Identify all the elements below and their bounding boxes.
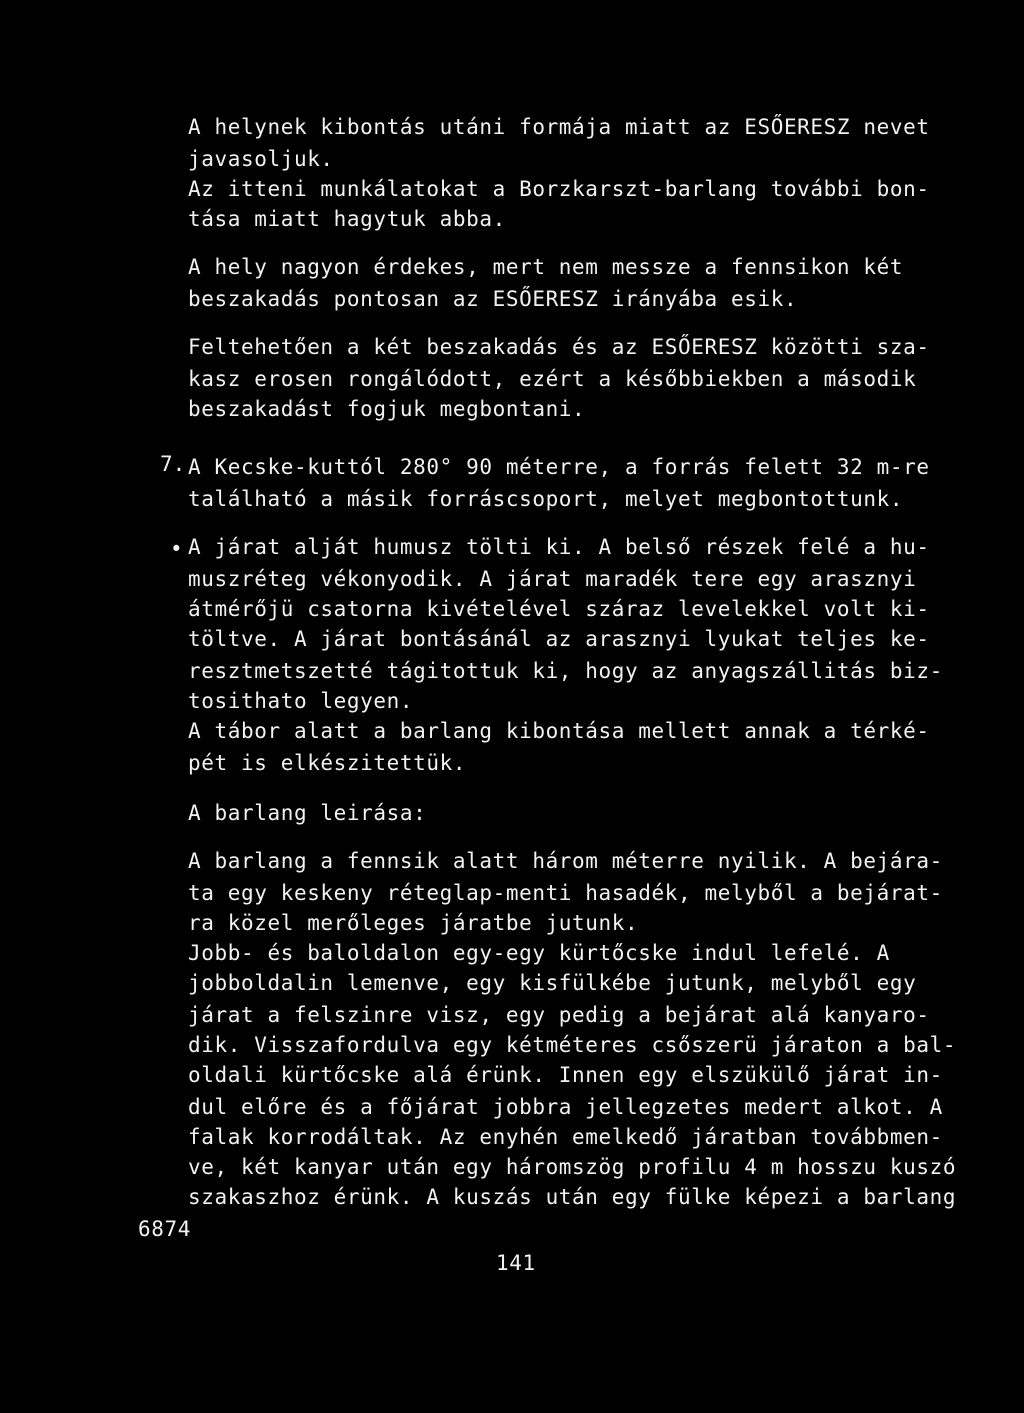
text-line: kasz erosen rongálódott, ezért a későbbiekben a második <box>188 367 917 391</box>
text-line: található a másik forráscsoport, melyet megbontottunk. <box>188 487 904 511</box>
text-line: A helynek kibontás utáni formája miatt az ESŐERESZ nevet <box>188 115 930 139</box>
text-line: szakaszhoz érünk. A kuszás után egy fülke képezi a barlang <box>188 1185 957 1209</box>
text-line: A tábor alatt a barlang kibontása mellett annak a térké- <box>188 719 930 743</box>
text-line: töltve. A járat bontásánál az arasznyi lyukat teljes ke- <box>188 627 930 651</box>
text-line: ta egy keskeny réteglap-menti hasadék, melyből a bejárat- <box>188 881 943 905</box>
text-line: jobboldalin lemenve, egy kisfülkébe jutunk, melyből egy <box>188 971 917 995</box>
text-line: járat a felszinre visz, egy pedig a bejárat alá kanyaro- <box>188 1003 930 1027</box>
text-line: muszréteg vékonyodik. A járat maradék tere egy arasznyi <box>188 567 917 591</box>
text-line: A Kecske-kuttól 280° 90 méterre, a forrás felett 32 m-re <box>188 455 930 479</box>
bullet-mark: • <box>170 537 183 561</box>
text-line: dik. Visszafordulva egy kétméteres csőszerü járaton a bal- <box>188 1033 957 1057</box>
text-line: beszakadás pontosan az ESŐERESZ irányába esik. <box>188 287 798 311</box>
text-line: resztmetszetté tágitottuk ki, hogy az anyagszállitás biz- <box>188 659 943 683</box>
text-line: javasoljuk. <box>188 147 334 171</box>
text-line: pét is elkészitettük. <box>188 751 467 775</box>
text-line: Jobb- és baloldalon egy-egy kürtőcske indul lefelé. A <box>188 941 890 965</box>
text-line: Az itteni munkálatokat a Borzkarszt-barlang további bon- <box>188 177 930 201</box>
text-line: tosithato legyen. <box>188 689 414 713</box>
item-number: 7. <box>160 452 186 476</box>
text-line: Feltehetően a két beszakadás és az ESŐERESZ közötti sza- <box>188 335 930 359</box>
text-line: átmérőjü csatorna kivételével száraz levelekkel volt ki- <box>188 597 930 621</box>
text-line: A hely nagyon érdekes, mert nem messze a fennsikon két <box>188 255 904 279</box>
text-line: falak korrodáltak. Az enyhén emelkedő járatban továbbmen- <box>188 1125 943 1149</box>
text-line: A barlang a fennsik alatt három méterre nyilik. A bejára- <box>188 849 943 873</box>
text-line: beszakadást fogjuk megbontani. <box>188 397 586 421</box>
text-line: tása miatt hagytuk abba. <box>188 207 506 231</box>
section-heading: A barlang leirása: <box>188 801 427 825</box>
text-line: dul előre és a főjárat jobbra jellegzetes medert alkot. A <box>188 1095 943 1119</box>
text-line: ve, két kanyar után egy háromszög profilu 4 m hosszu kuszó <box>188 1155 957 1179</box>
archive-number: 6874 <box>138 1217 191 1241</box>
text-line: oldali kürtőcske alá érünk. Innen egy elszükülő járat in- <box>188 1063 943 1087</box>
text-line: A járat alját humusz tölti ki. A belső részek felé a hu- <box>188 535 930 559</box>
text-line: ra közel merőleges járatbe jutunk. <box>188 911 639 935</box>
page-number: 141 <box>496 1251 536 1275</box>
